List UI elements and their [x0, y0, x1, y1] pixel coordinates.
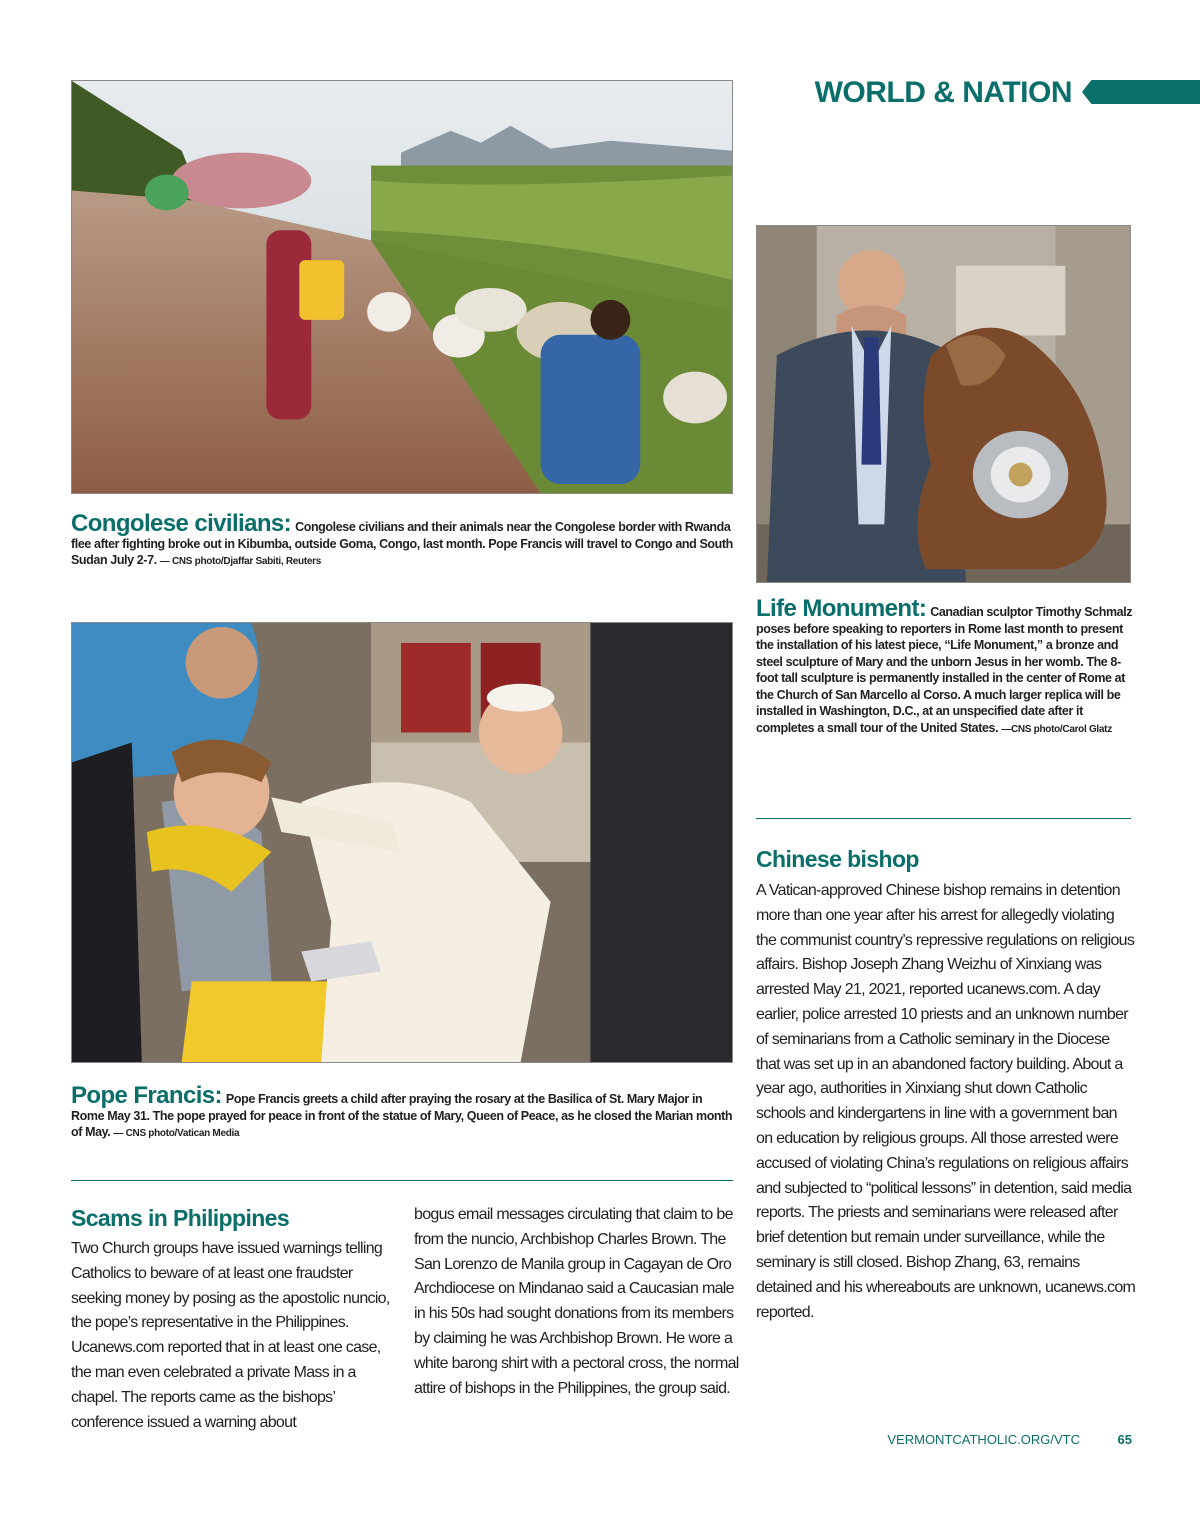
page-footer [860, 1432, 1132, 1452]
photo-credit: — CNS photo/Djaffar Sabiti, Reuters [159, 556, 321, 567]
photo-congolese-civilians [71, 80, 733, 494]
article-body-chinese-bishop: A Vatican-approved Chinese bishop remains in detention more than one year after his arrest for allegedly violating the communist country’s repressive regulations on religious affairs. Bishop Joseph Zhang Weizhu of Xinxiang was arrested May 21, 2021, reported ucanews.com. A day earlier, police arrested 10 priests and an unknown number of seminarians from a Catholic seminary in the Diocese that was set up in an abandoned factory building. About a year ago, authorities in Xinxiang shut down Catholic schools and kindergartens in line with a government ban on education by religious groups. All those arrested were accused of violating China’s regulations on religious affairs and subjected to “political lessons” in detention, said media reports. The priests and seminarians were released after brief detention but remain under surveillance, while the seminary is still closed. Bishop Zhang, 63, remains detained and his whereabouts are unknown, ucanews.com reported. [756, 882, 1136, 1321]
caption-text: Canadian sculptor Timothy Schmalz poses before speaking to reporters in Rome last month to present the installation of his latest piece, “Life Monument,” a bronze and steel sculpture of Mary and the unborn Jesus in her womb. The 8-foot tall sculpture is permanently installed in the center of Rome at the Church of San Marcello al Corso. A much larger replica will be installed in Washington, D.C., at an unspecified date after it completes a small tour of the United States. [756, 605, 1133, 735]
page-number: 65 [1117, 1432, 1132, 1447]
caption-congolese-civilians [71, 510, 733, 571]
caption-pope-francis [71, 1082, 733, 1143]
caption-head: Congolese civilians: [71, 510, 292, 537]
caption-life-monument [756, 595, 1134, 738]
article-body-scams-column-1: Two Church groups have issued warnings telling Catholics to beware of at least one fraudster seeking money by posing as the apostolic nuncio, the pope’s representative in the Philippines. Ucanews.com reported that in at least one case, the man even celebrated a private Mass in a chapel. The reports came as the bishops’ conference issued a warning about [71, 1240, 390, 1431]
divider-bottom [71, 1180, 733, 1181]
article-body-scams-column-2: bogus email messages circulating that claim to be from the nuncio, Archbishop Charles Brown. The San Lorenzo de Manila group in Cagayan de Oro Archdiocese on Mindanao said a Caucasian male in his 50s had sought donations from its members by claiming he was Archbishop Brown. He wore a white barong shirt with a pectoral cross, the normal attire of bishops in the Philippines, the group said. [414, 1206, 739, 1397]
photo-credit: —CNS photo/Carol Glatz [1001, 723, 1112, 735]
section-tab-marker [1082, 80, 1200, 104]
caption-head: Pope Francis: [71, 1082, 222, 1109]
section-title: WORLD & NATION [814, 76, 1072, 109]
headline-scams-in-philippines: Scams in Philippines [71, 1205, 290, 1231]
footer-site-url: VERMONTCATHOLIC.ORG/VTC [887, 1432, 1080, 1447]
caption-head: Life Monument: [756, 595, 927, 622]
section-header [814, 74, 1200, 114]
photo-life-monument [756, 225, 1131, 583]
headline-chinese-bishop: Chinese bishop [756, 846, 919, 872]
photo-credit: — CNS photo/Vatican Media [113, 1128, 240, 1139]
caption-text: Congolese civilians and their animals near the Congolese border with Rwanda flee after fighting broke out in Kibumba, outside Goma, Congo, last month. Pope Francis will travel to Congo and South Sudan July 2-7. [71, 520, 733, 567]
divider-right [756, 818, 1131, 819]
caption-text: Pope Francis greets a child after praying the rosary at the Basilica of St. Mary Major in Rome May 31. The pope prayed for peace in front of the statue of Mary, Queen of Peace, as he closed the Marian month of May. [71, 1092, 733, 1139]
photo-pope-francis [71, 622, 733, 1063]
